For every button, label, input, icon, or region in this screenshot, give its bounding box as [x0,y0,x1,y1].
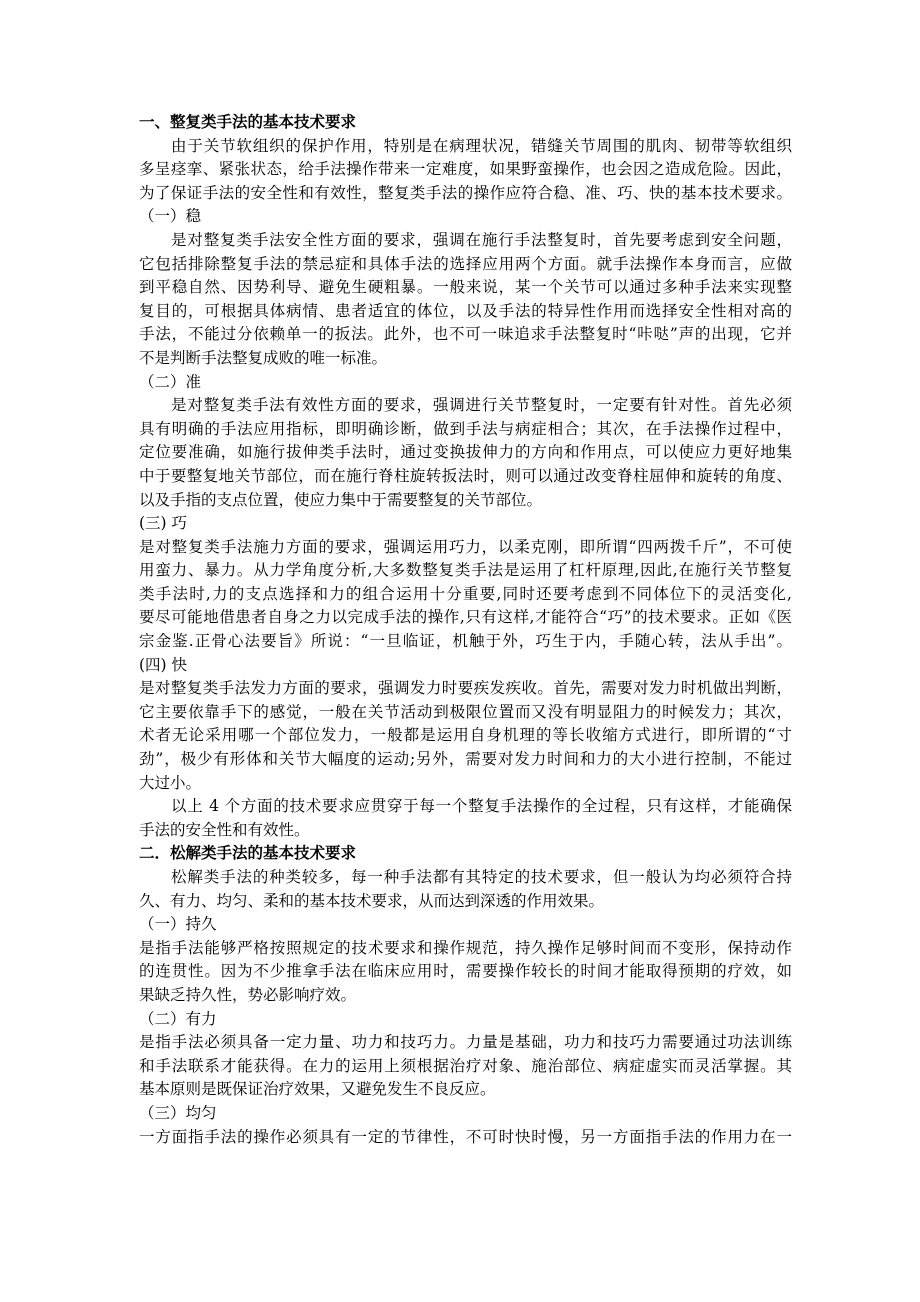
text-line: 不是判断手法整复成败的唯一标准。 [139,348,388,367]
text-line: 由于关节软组织的保护作用，特别是在病理状况，错缝关节周围的肌肉、韧带等软组织 [171,136,792,155]
subsection-heading: (四) 快 [139,655,188,674]
text-line: 是对整复类手法发力方面的要求，强调发力时要疾发疾收。首先，需要对发力时机做出判断， [139,679,792,698]
text-line: 是对整复类手法有效性方面的要求，强调进行关节整复时，一定要有针对性。首先必须 [171,396,792,415]
section-heading: 一、整复类手法的基本技术要求 [139,113,357,131]
subsection-heading: （一）稳 [139,207,202,226]
text-line: 和手法联系才能获得。在力的运用上须根据治疗对象、施治部位、病症虚实而灵活掌握。其 [139,1056,792,1075]
text-line: 它主要依靠手下的感觉，一般在关节活动到极限位置而又没有明显阻力的时候发力；其次， [139,702,792,721]
subsection-heading: （三）均匀 [139,1103,217,1122]
text-line: 久、有力、均匀、柔和的基本技术要求，从而达到深透的作用效果。 [139,891,605,910]
text-line: 中于要整复地关节部位，而在施行脊柱旋转扳法时，则可以通过改变脊柱屈伸和旋转的角度、 [139,466,792,485]
text-line: 是对整复类手法施力方面的要求，强调运用巧力，以柔克刚，即所谓“四两拨千斤”，不可使 [139,537,792,556]
text-line: 以及手指的支点位置，使应力集中于需要整复的关节部位。 [139,490,543,509]
text-line: 是指手法能够严格按照规定的技术要求和操作规范，持久操作足够时间而不变形，保持动作 [139,938,792,957]
text-line: 的连贯性。因为不少推拿手法在临床应用时，需要操作较长的时间才能取得预期的疗效，如 [139,962,792,981]
text-line: 要尽可能地借患者自身之力以完成手法的操作,只有这样,才能符合“巧”的技术要求。正如《医 [139,608,792,627]
text-line: 宗金鉴.正骨心法要旨》所说：“一旦临证，机触于外，巧生于内，手随心转，法从手出”。 [139,632,792,651]
text-line: 多呈痉挛、紧张状态，给手法操作带来一定难度，如果野蛮操作，也会因之造成危险。因此， [139,160,792,179]
text-line: 为了保证手法的安全性和有效性，整复类手法的操作应符合稳、准、巧、快的基本技术要求。 [139,183,792,202]
subsection-heading: （二）有力 [139,1009,217,1028]
text-line: 劲”，极少有形体和关节大幅度的运动;另外，需要对发力时间和力的大小进行控制，不能过 [139,750,792,769]
text-line: 是指手法必须具备一定力量、功力和技巧力。力量是基础，功力和技巧力需要通过功法训练 [139,1033,792,1052]
text-line: 具有明确的手法应用指标，即明确诊断，做到手法与病症相合；其次，在手法操作过程中， [139,419,792,438]
subsection-heading: （一）持久 [139,915,217,934]
text-line: 以上 4 个方面的技术要求应贯穿于每一个整复手法操作的全过程，只有这样，才能确保 [171,797,792,816]
section-heading: 二．松解类手法的基本技术要求 [139,844,357,863]
text-line: 手法，不能过分依赖单一的扳法。此外，也不可一味追求手法整复时“咔哒”声的出现，它并 [139,325,792,344]
text-line: 手法的安全性和有效性。 [139,820,310,839]
subsection-heading: （二）准 [139,372,202,391]
text-line: 一方面指手法的操作必须具有一定的节律性，不可时快时慢，另一方面指手法的作用力在一 [139,1127,792,1146]
text-line: 果缺乏持久性，势必影响疗效。 [139,985,357,1004]
text-line: 复目的，可根据具体病情、患者适宜的体位，以及手法的特异性作用而选择安全性相对高的 [139,301,792,320]
text-line: 它包括排除整复手法的禁忌症和具体手法的选择应用两个方面。就手法操作本身而言，应做 [139,254,792,273]
text-line: 是对整复类手法安全性方面的要求，强调在施行手法整复时，首先要考虑到安全问题， [171,230,792,249]
text-line: 类手法时,力的支点选择和力的组合运用十分重要,同时还要考虑到不同体位下的灵活变化, [139,584,792,603]
text-line: 定位要准确，如施行拔伸类手法时，通过变换拔伸力的方向和作用点，可以使应力更好地集 [139,443,792,462]
subsection-heading: (三) 巧 [139,514,188,533]
text-line: 大过小。 [139,773,202,792]
text-line: 用蛮力、暴力。从力学角度分析,大多数整复类手法是运用了杠杆原理,因此,在施行关节整复 [139,561,792,580]
text-line: 到平稳自然、因势利导、避免生硬粗暴。一般来说，某一个关节可以通过多种手法来实现整 [139,278,792,297]
text-line: 基本原则是既保证治疗效果，又避免发生不良反应。 [139,1080,496,1099]
text-line: 术者无论采用哪一个部位发力，一般都是运用自身机理的等长收缩方式进行，即所谓的“寸 [139,726,792,745]
text-line: 松解类手法的种类较多，每一种手法都有其特定的技术要求，但一般认为均必须符合持 [171,868,792,886]
